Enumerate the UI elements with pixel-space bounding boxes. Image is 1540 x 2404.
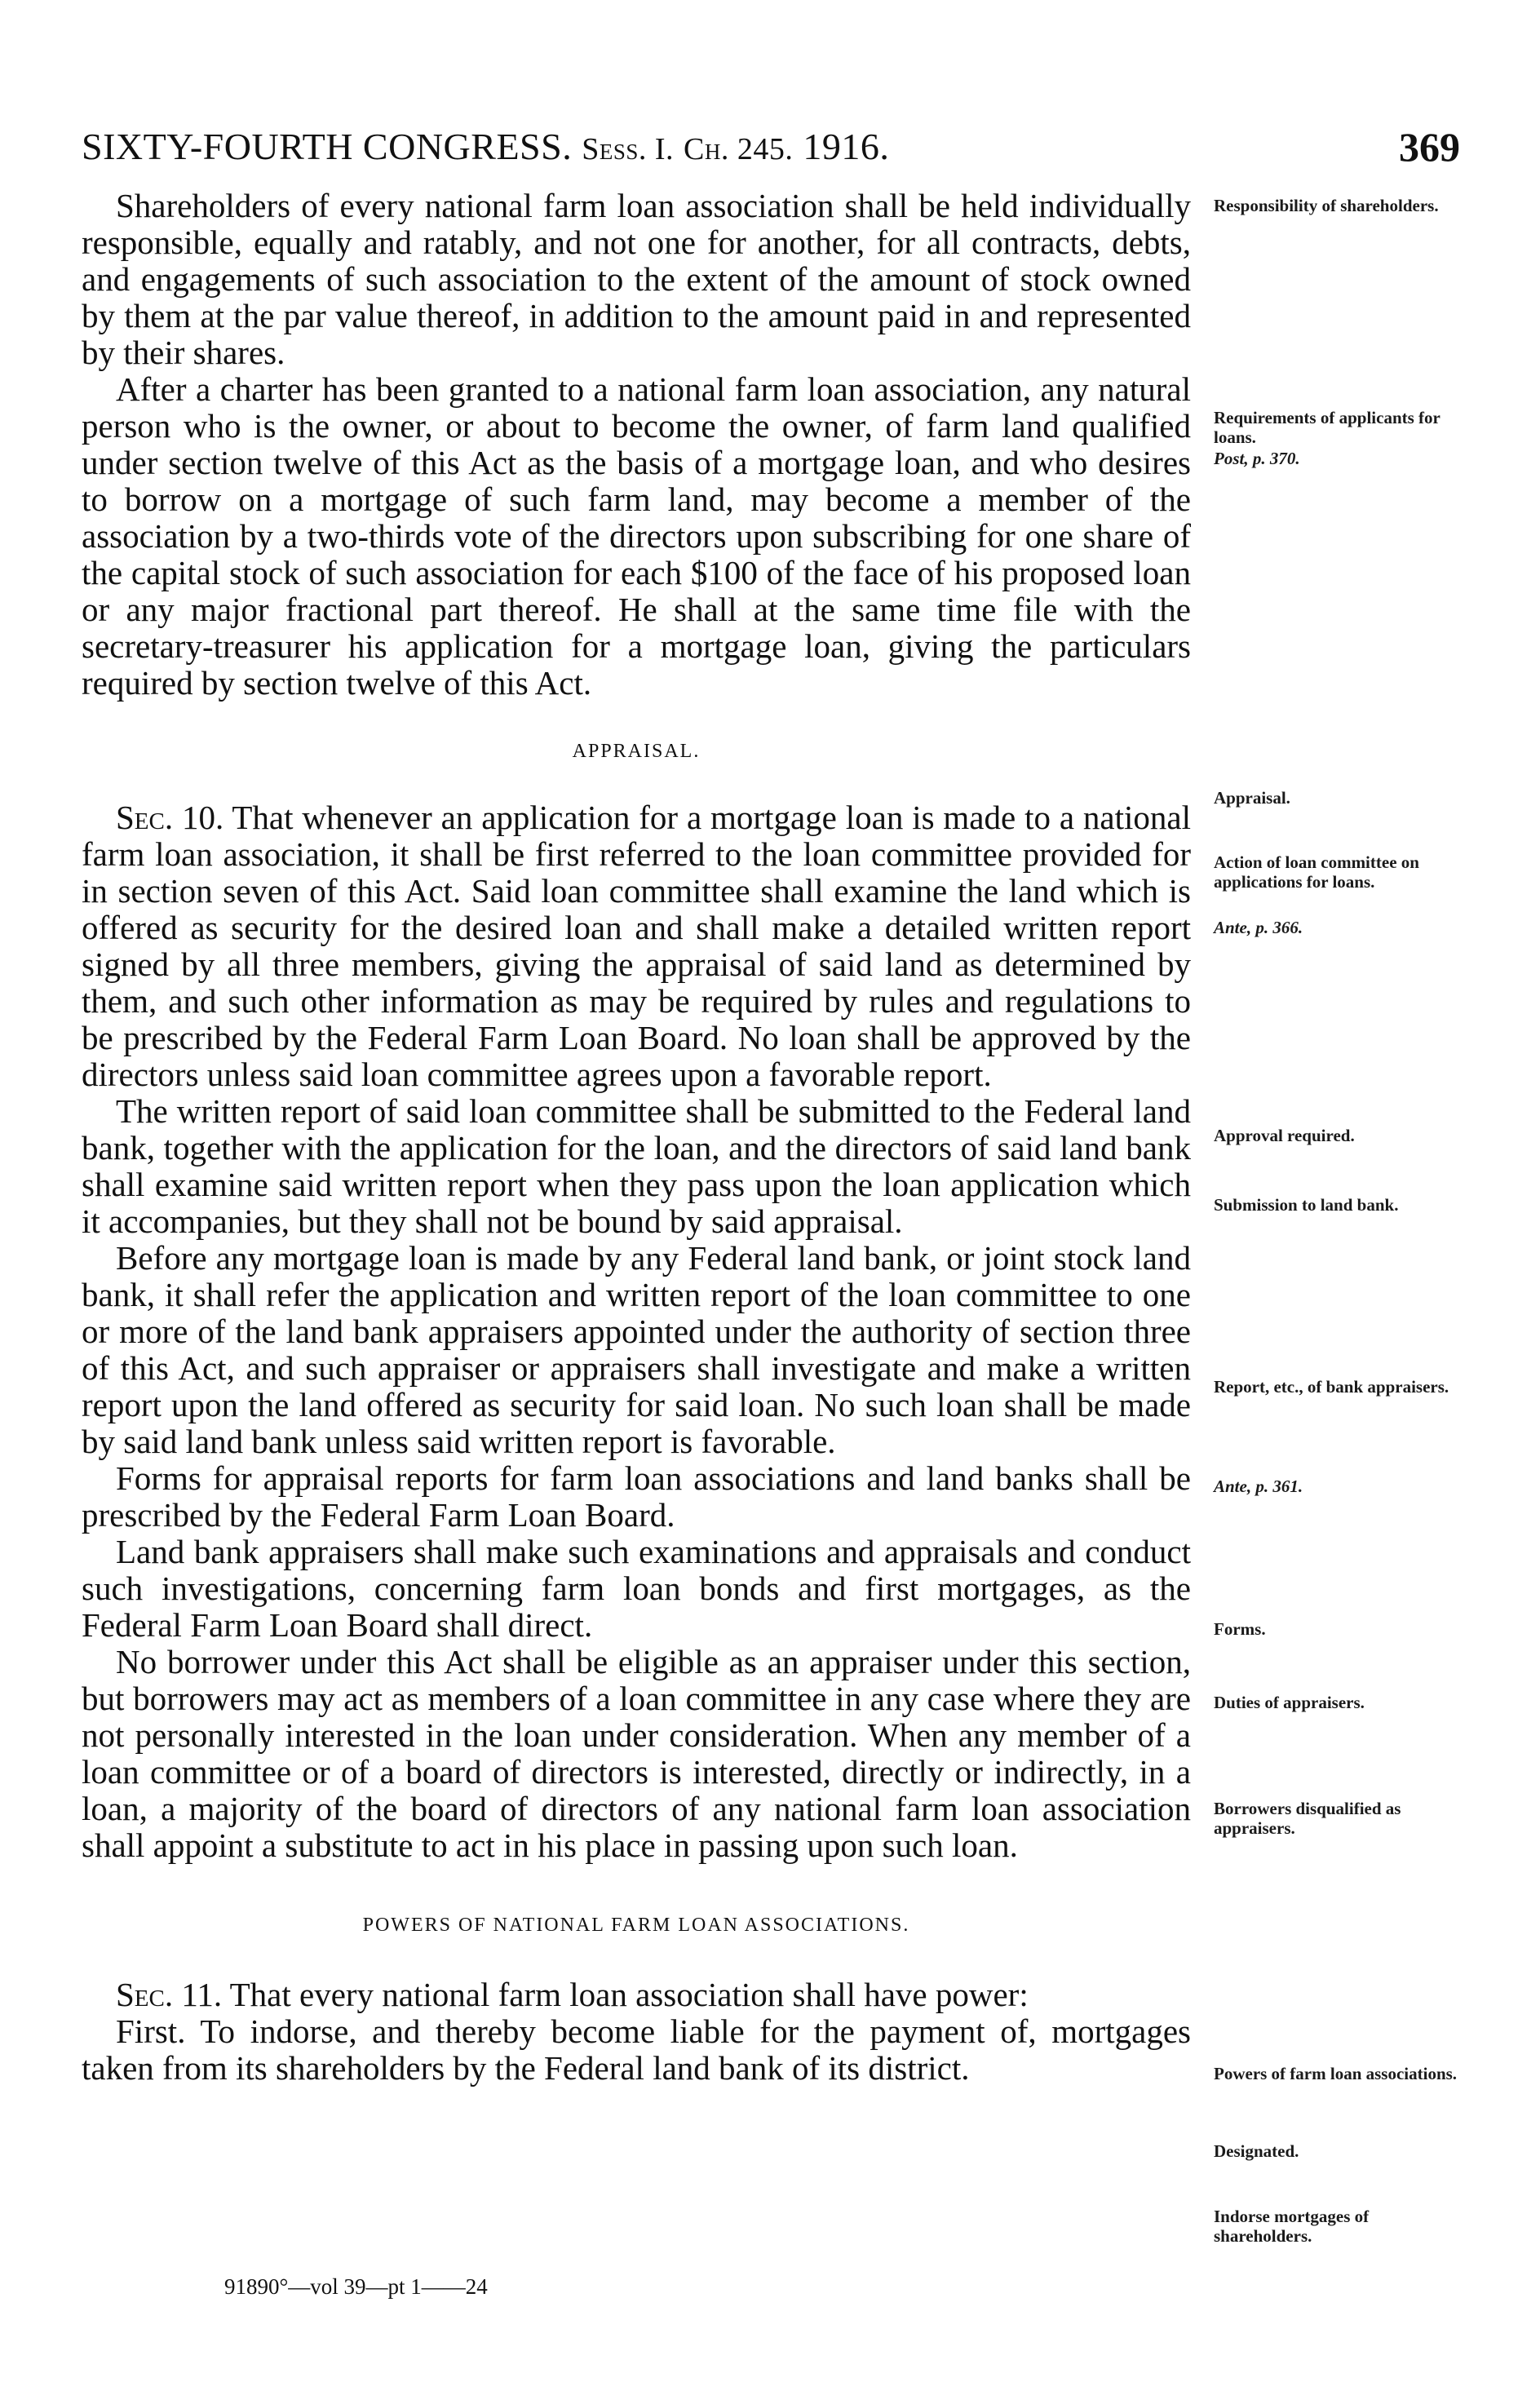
ante-361-text: Ante, p. 361. [1214,1476,1303,1496]
sidenote-report: Report, etc., of bank appraisers. [1214,1377,1449,1397]
section-label-11: Sec. 11. [116,1976,223,2013]
sidenote-action: Action of loan committee on applications for loans. [1214,852,1419,892]
sidenote-forms: Forms. [1214,1619,1266,1639]
session-label: Sess. I. [582,132,675,166]
congress-title: SIXTY-FOURTH CONGRESS. [82,126,573,167]
paragraph-forms: Forms for appraisal reports for farm loan associations and land banks shall be prescribed by the Federal Farm Loan Board. [82,1459,1191,1534]
sidenote-designated: Designated. [1214,2141,1299,2161]
paragraph-sec11 [82,1977,1191,2013]
sidenote-approval: Approval required. [1214,1126,1355,1145]
first-text: To indorse, and thereby become liable for the payment of, mortgages taken from its shareholders by the Federal land bank of its district. [82,2012,1191,2087]
section-label-10: Sec. 10. [116,799,224,836]
paragraph-before-loan: Before any mortgage loan is made by any Federal land bank, or joint stock land bank, it shall refer the application and written report of the loan committee to one or more of the land bank appraisers appointed under the authority of section three of this Act, and such appraiser or appraisers shall investigate and make a written report upon the land offered as security for said loan. No such loan shall be made by said land bank unless said written report is favorable. [82,1239,1191,1460]
printer-signature: 91890°—vol 39—pt 1——24 [224,2274,488,2299]
sidenote-borrowers: Borrowers disqualified as appraisers. [1214,1799,1401,1838]
paragraph-charter: After a charter has been granted to a national farm loan association, any natural person who is the owner, or about to become the owner, of farm land qualified under section twelve of this Act as the basis of a mortgage loan, and who desires to borrow on a mortgage of such farm land, may become a member of the association by a two-thirds vote of the directors upon subscribing for one share of the capital stock of such association for each $100 of the face of his proposed loan or any major fractional part thereof. He shall at the same time file with the secretary-treasurer his application for a mortgage loan, giving the particulars required by section twelve of this Act. [82,370,1191,702]
ante-366-text: Ante, p. 366. [1214,918,1303,937]
sidenote-submission: Submission to land bank. [1214,1195,1399,1215]
heading-powers: POWERS OF NATIONAL FARM LOAN ASSOCIATIONS. [362,1915,910,1936]
chapter-label: Ch. 245. [684,132,794,166]
sidenote-requirements: Requirements of applicants for loans. [1214,408,1440,447]
sidenote-ante-361 [1214,1476,1458,1496]
sidenote-powers: Powers of farm loan associations. [1214,2064,1458,2083]
paragraph-borrowers: No borrower under this Act shall be eligible as an appraiser under this section, but borrowers may act as members of a loan committee in any case where they are not personally interested in the loan under consideration. When any member of a loan committee or of a board of directors is interested, directly or indirectly, in a loan, a majority of the board of directors of any national farm loan association shall appoint a substitute to act in his place in passing upon such loan. [82,1643,1191,1864]
paragraph-written-report: The written report of said loan committee shall be submitted to the Federal land bank, together with the application for the loan, and the directors of said land bank shall examine said written report when they pass upon the loan application which it accompanies, but they shall not be bound by said appraisal. [82,1092,1191,1240]
sidenote-ante-366 [1214,918,1458,937]
paragraph-duties: Land bank appraisers shall make such examinations and appraisals and conduct such investigations, concerning farm loan bonds and first mortgages, as the Federal Farm Loan Board shall direct. [82,1533,1191,1644]
sidenote-indorse: Indorse mortgages of shareholders. [1214,2207,1370,2246]
sidenote-duties: Duties of appraisers. [1214,1693,1365,1712]
post-ref-text: Post, p. 370. [1214,449,1300,468]
running-head [82,122,889,174]
paragraph-first [82,2013,1191,2087]
paragraph-shareholders: Shareholders of every national farm loan association shall be held individually responsible, equally and ratably, and not one for another, for all contracts, debts, and engagements of such association to the extent of the amount of stock owned by them at the par value thereof, in addition to the amount paid in and represented by their shares. [82,187,1191,371]
year-label: 1916. [803,126,890,167]
main-text [82,188,1191,2087]
sec10-text: That whenever an application for a mortgage loan is made to a national farm loan association, it shall be first referred to the loan committee provided for in section seven of this Act. Said loan committee shall examine the land which is offered as security for the desired loan and shall make a detailed written report signed by all three members, giving the appraisal of said land as determined by them, and such other information as may be required by rules and regulations to be prescribed by the Federal Farm Loan Board. No loan shall be approved by the directors unless said loan committee agrees upon a favorable report. [82,799,1192,1093]
sidenote-responsibility: Responsibility of shareholders. [1214,196,1439,215]
page-header [82,122,1460,171]
first-label: First. [116,2012,186,2050]
paragraph-sec10 [82,799,1191,1093]
sec11-text: That every national farm loan association shall have power: [229,1976,1029,2013]
sidenote-appraisal: Appraisal. [1214,788,1290,808]
heading-appraisal: APPRAISAL. [572,741,701,762]
sidenote-post-ref [1214,449,1458,468]
page-number: 369 [1399,124,1460,170]
